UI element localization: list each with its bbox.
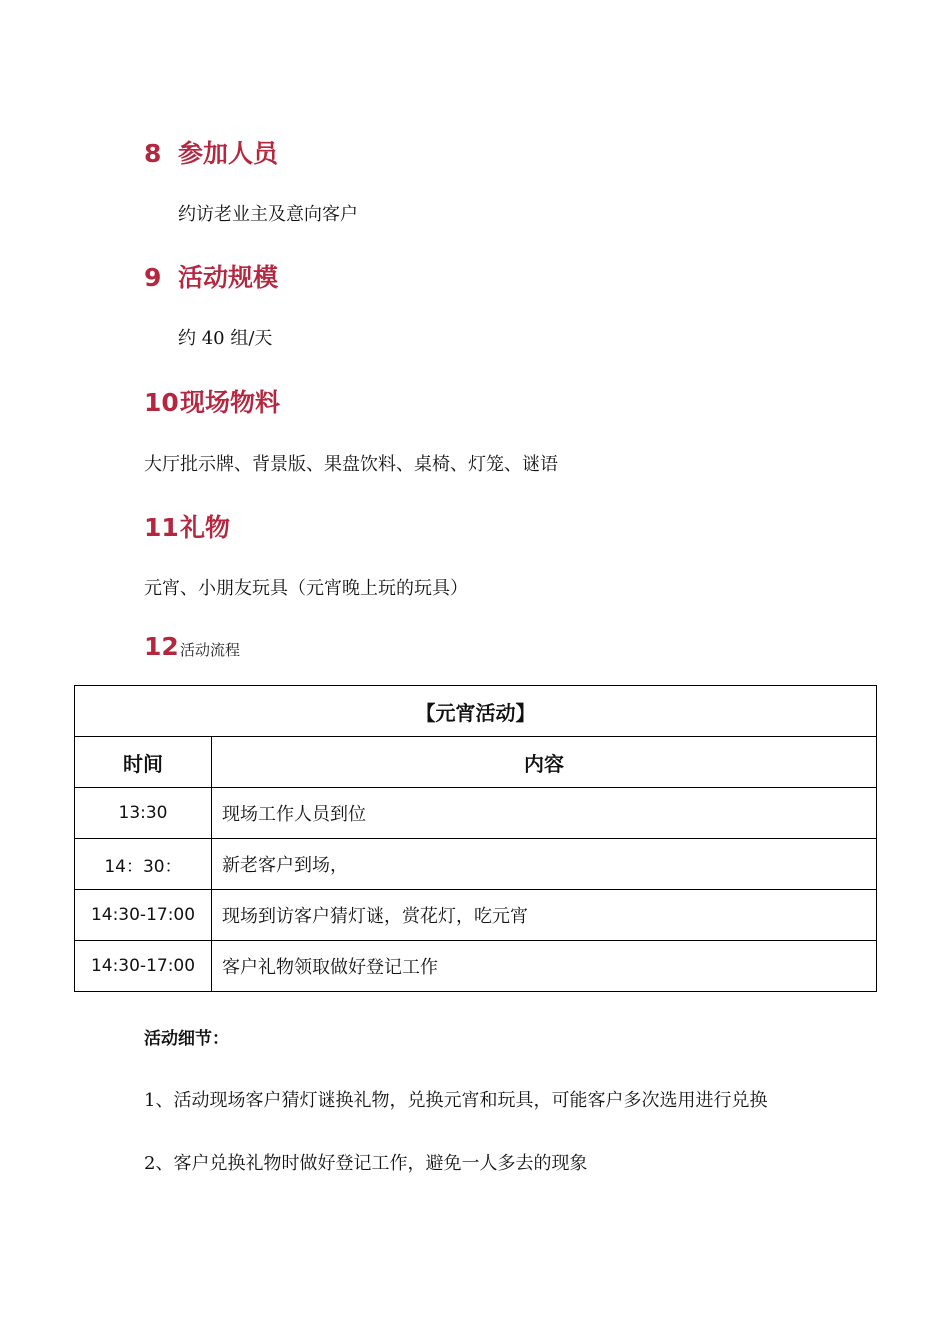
table-row — [75, 839, 877, 890]
table-row — [75, 941, 877, 992]
table-title: 【元宵活动】 — [75, 686, 877, 737]
section-title: 活动流程 — [180, 641, 241, 659]
section-8-body: 约访老业主及意向客户 — [178, 204, 358, 225]
section-title: 现场物料 — [180, 388, 281, 417]
section-10-body: 大厅批示牌、背景版、果盘饮料、桌椅、灯笼、谜语 — [144, 454, 558, 475]
table-header-row — [75, 737, 877, 788]
row-content: 现场到访客户猜灯谜，赏花灯，吃元宵 — [212, 890, 877, 941]
details-heading: 活动细节： — [144, 1029, 229, 1049]
section-number: 11 — [144, 513, 179, 542]
section-number: 10 — [144, 388, 179, 417]
schedule-table — [74, 685, 877, 992]
section-number: 12 — [144, 632, 179, 661]
section-number: 9 — [144, 263, 162, 292]
section-number: 8 — [144, 139, 162, 168]
table-title-row — [75, 686, 877, 737]
section-11-heading — [144, 508, 230, 544]
section-9-body: 约 40 组/天 — [178, 328, 273, 349]
section-8-heading — [144, 134, 278, 170]
table-row — [75, 788, 877, 839]
row-content: 客户礼物领取做好登记工作 — [212, 941, 877, 992]
details-item-1: 1、活动现场客户猜灯谜换礼物，兑换元宵和玩具，可能客户多次选用进行兑换 — [144, 1090, 768, 1111]
section-9-heading — [144, 258, 278, 294]
row-time: 14:30-17:00 — [75, 890, 212, 941]
section-11-body: 元宵、小朋友玩具（元宵晚上玩的玩具） — [144, 578, 468, 599]
section-title: 活动规模 — [178, 263, 279, 292]
row-content: 现场工作人员到位 — [212, 788, 877, 839]
header-time: 时间 — [75, 737, 212, 788]
details-item-2: 2、客户兑换礼物时做好登记工作，避免一人多去的现象 — [144, 1153, 588, 1174]
table-row — [75, 890, 877, 941]
row-time: 14：30： — [75, 839, 212, 890]
row-time: 14:30-17:00 — [75, 941, 212, 992]
section-title: 礼物 — [180, 513, 231, 542]
section-title: 参加人员 — [178, 139, 279, 168]
row-time: 13:30 — [75, 788, 212, 839]
section-12-heading — [144, 632, 240, 661]
section-10-heading — [144, 383, 280, 419]
header-content: 内容 — [212, 737, 877, 788]
row-content: 新老客户到场， — [212, 839, 877, 890]
